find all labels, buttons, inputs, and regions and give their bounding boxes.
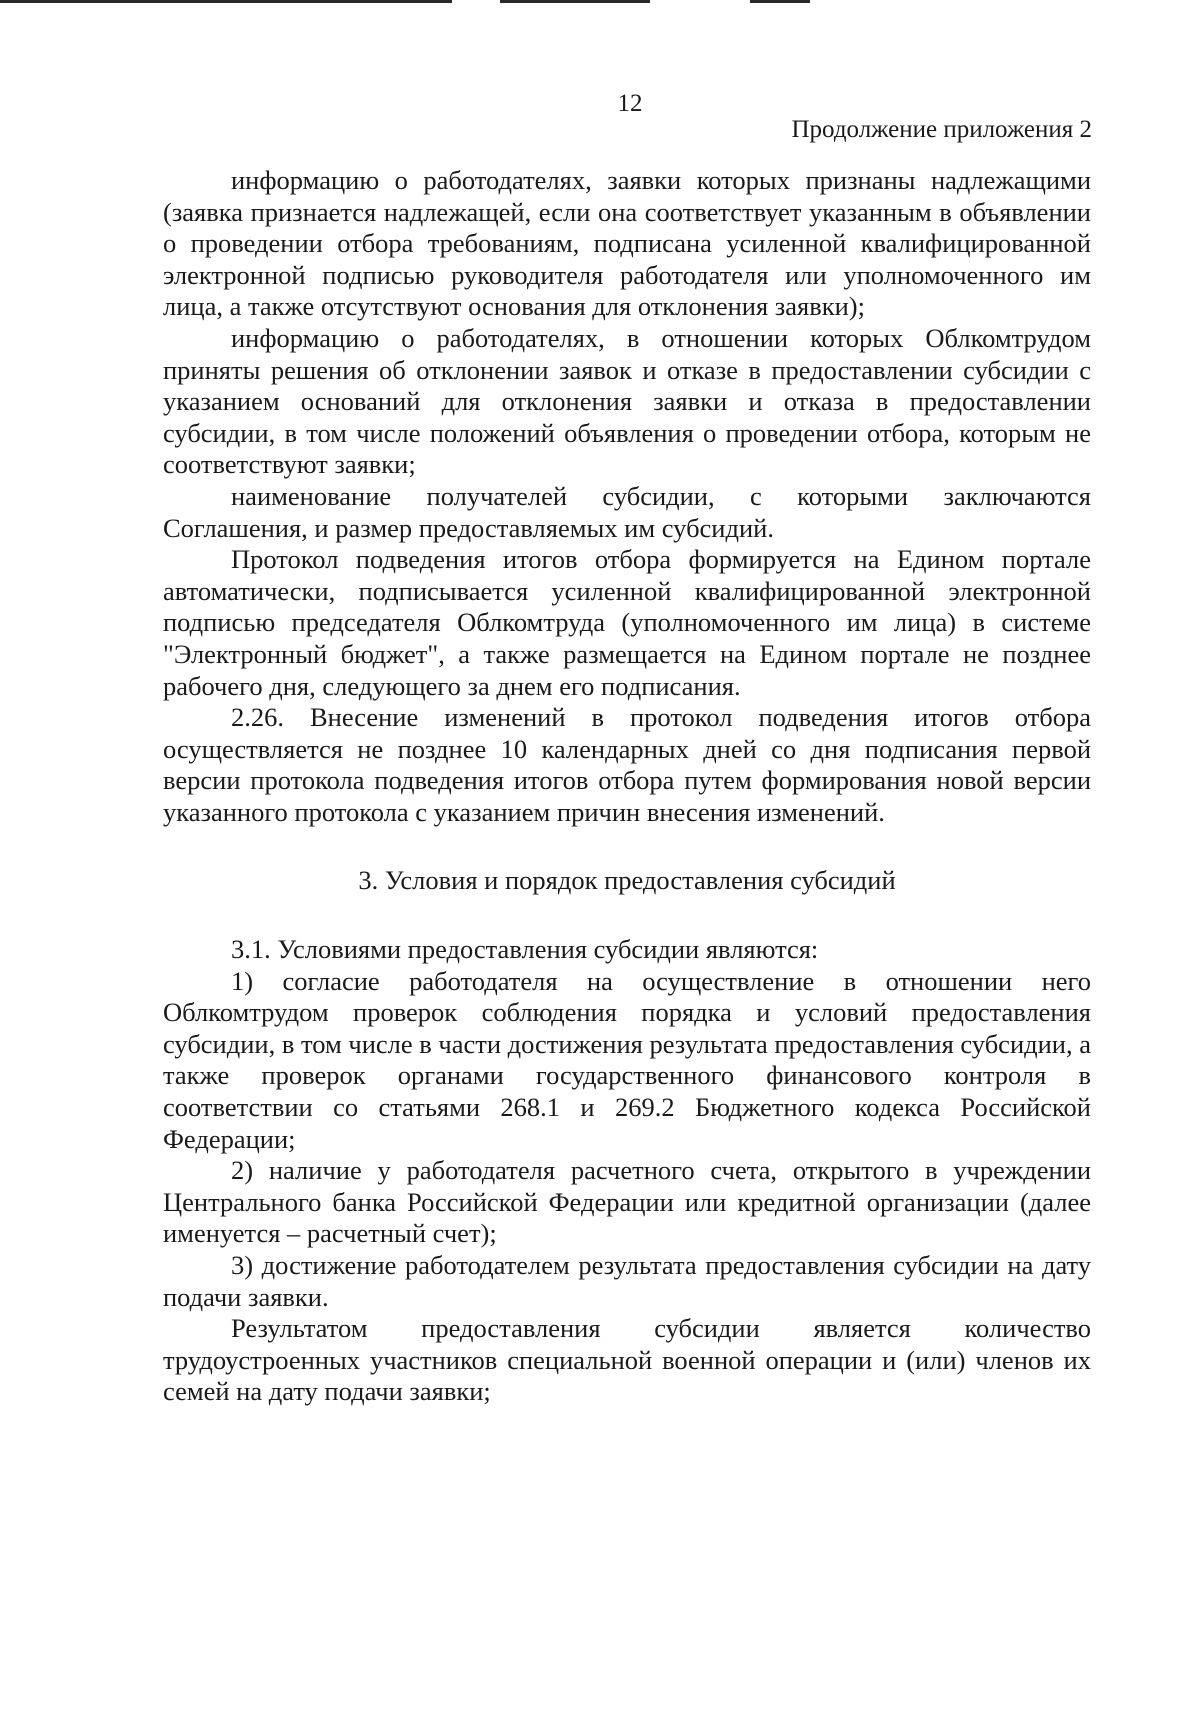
paragraph: 2) наличие у работодателя расчетного счета, открытого в учреждении Центрального банка Российской Федерации или кредитной организации (далее именуется – расчетный счет); xyxy=(163,1155,1091,1249)
paragraph: Протокол подведения итогов отбора формируется на Едином портале автоматически, подписывается усиленной квалифицированной электронной подписью председателя Облкомтруда (уполномоченного им лица) в системе "Электронный бюджет", а также размещается на Едином портале не позднее рабочего дня, следующего за днем его подписания. xyxy=(163,544,1091,701)
section-title: 3. Условия и порядок предоставления субсидий xyxy=(358,865,896,896)
scan-edge-mark xyxy=(0,0,452,3)
paragraph: наименование получателей субсидии, с которыми заключаются Соглашения, и размер предоставляемых им субсидий. xyxy=(163,480,1091,543)
document-body xyxy=(163,165,1091,1408)
paragraph: 3.1. Условиями предоставления субсидии являются: xyxy=(231,934,819,965)
paragraph: 1) согласие работодателя на осуществление в отношении него Облкомтрудом проверок соблюдения порядка и условий предоставления субсидии, в том числе в части достижения результата предоставления субсидии, а также проверок органами государственного финансового контроля в соответствии со статьями 268.1 и 269.2 Бюджетного кодекса Российской Федерации; xyxy=(163,965,1091,1154)
paragraph: информацию о работодателях, в отношении которых Облкомтрудом приняты решения об отклонении заявок и отказе в предоставлении субсидии с указанием оснований для отклонения заявки и отказа в предоставлении субсидии, в том числе положений объявления о проведении отбора, которым не соответствуют заявки; xyxy=(163,322,1091,480)
scan-edge-mark xyxy=(500,0,650,3)
paragraph: Результатом предоставления субсидии является количество трудоустроенных участников специальной военной операции и (или) членов их семей на дату подачи заявки; xyxy=(163,1313,1091,1407)
page-number: 12 xyxy=(617,90,643,117)
appendix-note: Продолжение приложения 2 xyxy=(791,116,1092,143)
paragraph: информацию о работодателях, заявки которых признаны надлежащими (заявка признается надлежащей, если она соответствует указанным в объявлении о проведении отбора требованиям, подписана усиленной квалифицированной электронной подписью руководителя работодателя или уполномоченного им лица, а также отсутствуют основания для отклонения заявки); xyxy=(163,165,1091,322)
paragraph: 3) достижение работодателем результата предоставления субсидии на дату подачи заявки. xyxy=(163,1250,1091,1312)
scan-edge-mark xyxy=(750,0,810,3)
paragraph: 2.26. Внесение изменений в протокол подведения итогов отбора осуществляется не позднее 10 календарных дней со дня подписания первой версии протокола подведения итогов отбора путем формирования новой версии указанного протокола с указанием причин внесения изменений. xyxy=(163,702,1091,827)
